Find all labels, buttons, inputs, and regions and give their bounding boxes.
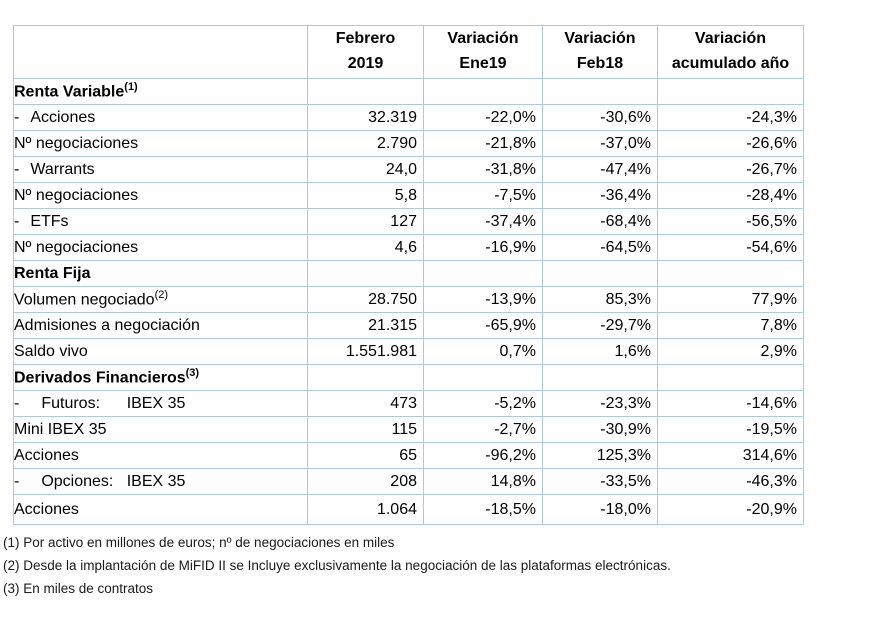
- row-label: Nº negociaciones: [14, 238, 139, 256]
- col-header-variacion-feb18: [543, 26, 658, 79]
- row-label-cell: [14, 495, 308, 525]
- value-cell: -31,8%: [424, 157, 543, 183]
- value-cell: -37,4%: [424, 209, 543, 235]
- value-cell: 21.315: [308, 313, 424, 339]
- section-row-renta-variable: [14, 79, 804, 105]
- row-label-cell: [14, 287, 308, 313]
- value-cell: -7,5%: [424, 183, 543, 209]
- row-label: Opciones: IBEX 35: [41, 472, 186, 490]
- row-label-cell: [14, 105, 308, 131]
- col-header-line1: Variación: [564, 30, 636, 48]
- footnote-ref: (3): [185, 367, 200, 380]
- col-header-variacion-acumulado: [658, 26, 804, 79]
- value-cell: -26,7%: [658, 157, 804, 183]
- value-cell: [543, 261, 658, 287]
- col-header-line2: acumulado año: [671, 55, 790, 72]
- value-cell: -23,3%: [543, 391, 658, 417]
- dash-bullet: -: [14, 160, 20, 178]
- value-cell: -64,5%: [543, 235, 658, 261]
- col-header-line2: 2019: [347, 55, 384, 72]
- financial-summary-table: [13, 25, 804, 525]
- table-row-etfs: [14, 209, 804, 235]
- table-row-opciones-acciones: [14, 495, 804, 525]
- row-label: Futuros: IBEX 35: [41, 394, 186, 412]
- section-row-renta-fija: [14, 261, 804, 287]
- table-row-acciones: [14, 105, 804, 131]
- dash-bullet: -: [14, 212, 20, 230]
- value-cell: 32.319: [308, 105, 424, 131]
- footnotes-block: [3, 536, 853, 605]
- value-cell: 24,0: [308, 157, 424, 183]
- section-label: [14, 261, 308, 287]
- row-label-cell: [14, 417, 308, 443]
- row-label-cell: [14, 131, 308, 157]
- table-row-saldo-vivo: [14, 339, 804, 365]
- value-cell: 28.750: [308, 287, 424, 313]
- row-label-cell: [14, 391, 308, 417]
- value-cell: [658, 261, 804, 287]
- value-cell: 1.551.981: [308, 339, 424, 365]
- value-cell: 314,6%: [658, 443, 804, 469]
- row-label-cell: [14, 313, 308, 339]
- value-cell: -29,7%: [543, 313, 658, 339]
- row-label: Admisiones a negociación: [14, 316, 200, 334]
- value-cell: -65,9%: [424, 313, 543, 339]
- col-header-line2: Feb18: [576, 55, 624, 72]
- section-label-text: Derivados Financieros: [14, 369, 186, 387]
- value-cell: -54,6%: [658, 235, 804, 261]
- value-cell: [424, 365, 543, 391]
- value-cell: 2.790: [308, 131, 424, 157]
- table-row-negociaciones: [14, 183, 804, 209]
- value-cell: -36,4%: [543, 183, 658, 209]
- row-label: Volumen negociado: [14, 291, 155, 309]
- value-cell: [308, 365, 424, 391]
- table-row-futuros-acciones: [14, 443, 804, 469]
- table-row-futuros-ibex35: [14, 391, 804, 417]
- value-cell: 125,3%: [543, 443, 658, 469]
- footnote-3: (3) En miles de contratos: [3, 581, 154, 596]
- section-label: [14, 365, 308, 391]
- row-label: Nº negociaciones: [14, 134, 139, 152]
- value-cell: -18,5%: [424, 495, 543, 525]
- value-cell: [543, 365, 658, 391]
- value-cell: -30,6%: [543, 105, 658, 131]
- row-label: Warrants: [30, 160, 95, 178]
- value-cell: [308, 79, 424, 105]
- col-header-line1: Variación: [694, 30, 767, 48]
- value-cell: 77,9%: [658, 287, 804, 313]
- section-row-derivados-financieros: [14, 365, 804, 391]
- value-cell: -19,5%: [658, 417, 804, 443]
- value-cell: 115: [308, 417, 424, 443]
- value-cell: -5,2%: [424, 391, 543, 417]
- value-cell: -21,8%: [424, 131, 543, 157]
- row-label-cell: [14, 339, 308, 365]
- value-cell: -2,7%: [424, 417, 543, 443]
- section-label-text: Renta Fija: [14, 264, 91, 282]
- col-header-line2: Ene19: [459, 55, 507, 72]
- footnote-2: (2) Desde la implantación de MiFID II se Incluye exclusivamente la negociación de las plataformas electrónicas.: [3, 558, 671, 573]
- value-cell: -37,0%: [543, 131, 658, 157]
- value-cell: -16,9%: [424, 235, 543, 261]
- value-cell: 473: [308, 391, 424, 417]
- row-label-cell: [14, 157, 308, 183]
- dash-bullet: -: [14, 394, 20, 412]
- value-cell: 1.064: [308, 495, 424, 525]
- footnote-ref: (1): [124, 81, 138, 94]
- row-label-cell: [14, 443, 308, 469]
- row-label-cell: [14, 183, 308, 209]
- row-label: Nº negociaciones: [14, 186, 139, 204]
- value-cell: -24,3%: [658, 105, 804, 131]
- value-cell: 65: [308, 443, 424, 469]
- value-cell: 2,9%: [658, 339, 804, 365]
- value-cell: [424, 261, 543, 287]
- col-header-empty: [14, 26, 308, 79]
- header-row: [14, 26, 804, 79]
- dash-bullet: -: [14, 472, 20, 490]
- row-label: Acciones: [14, 500, 79, 518]
- section-label-text: Renta Variable: [14, 83, 125, 101]
- table-row-negociaciones: [14, 235, 804, 261]
- row-label: Mini IBEX 35: [14, 420, 107, 438]
- value-cell: 127: [308, 209, 424, 235]
- value-cell: -14,6%: [658, 391, 804, 417]
- row-label: Saldo vivo: [14, 342, 88, 360]
- value-cell: -46,3%: [658, 469, 804, 495]
- value-cell: -18,0%: [543, 495, 658, 525]
- value-cell: [543, 79, 658, 105]
- value-cell: -13,9%: [424, 287, 543, 313]
- value-cell: 4,6: [308, 235, 424, 261]
- table-row-admisiones: [14, 313, 804, 339]
- col-header-line1: Febrero: [335, 30, 396, 48]
- value-cell: -47,4%: [543, 157, 658, 183]
- value-cell: -30,9%: [543, 417, 658, 443]
- value-cell: 208: [308, 469, 424, 495]
- value-cell: -33,5%: [543, 469, 658, 495]
- col-header-variacion-ene19: [424, 26, 543, 79]
- row-label: Acciones: [30, 108, 96, 126]
- row-label: Acciones: [14, 446, 79, 464]
- value-cell: -56,5%: [658, 209, 804, 235]
- section-label: [14, 79, 308, 105]
- col-header-line1: Variación: [447, 30, 519, 48]
- value-cell: -28,4%: [658, 183, 804, 209]
- value-cell: 85,3%: [543, 287, 658, 313]
- value-cell: -96,2%: [424, 443, 543, 469]
- value-cell: -20,9%: [658, 495, 804, 525]
- table-row-mini-ibex35: [14, 417, 804, 443]
- table-row-warrants: [14, 157, 804, 183]
- value-cell: [658, 79, 804, 105]
- footnote-ref: (2): [154, 289, 169, 302]
- value-cell: [658, 365, 804, 391]
- footnote-1: (1) Por activo en millones de euros; nº de negociaciones en miles: [3, 535, 395, 550]
- value-cell: [308, 261, 424, 287]
- value-cell: 7,8%: [658, 313, 804, 339]
- value-cell: 5,8: [308, 183, 424, 209]
- value-cell: 0,7%: [424, 339, 543, 365]
- dash-bullet: -: [14, 108, 20, 126]
- value-cell: -26,6%: [658, 131, 804, 157]
- table-row-volumen-negociado: [14, 287, 804, 313]
- value-cell: 14,8%: [424, 469, 543, 495]
- row-label-cell: [14, 209, 308, 235]
- row-label: ETFs: [30, 212, 69, 230]
- value-cell: 1,6%: [543, 339, 658, 365]
- row-label-cell: [14, 235, 308, 261]
- row-label-cell: [14, 469, 308, 495]
- col-header-febrero-2019: [308, 26, 424, 79]
- table-row-negociaciones: [14, 131, 804, 157]
- value-cell: [424, 79, 543, 105]
- table-row-opciones-ibex35: [14, 469, 804, 495]
- value-cell: -68,4%: [543, 209, 658, 235]
- value-cell: -22,0%: [424, 105, 543, 131]
